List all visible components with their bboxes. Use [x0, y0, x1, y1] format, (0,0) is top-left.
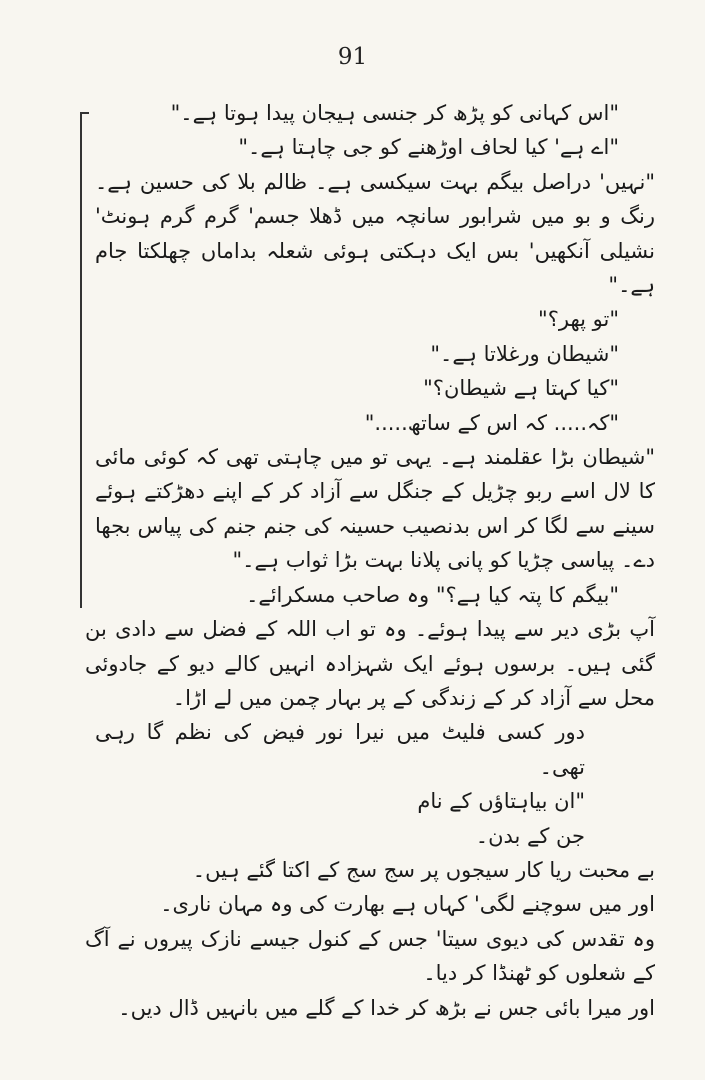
- closing-line: اور میرا بائی جس نے بڑھ کر خدا کے گلے میں بانہیں ڈال دیں۔: [118, 995, 655, 1020]
- dialogue-line: "کہ..... کہ اس کے ساتھ.....": [364, 410, 619, 435]
- narrative-line: دور کسی فلیٹ میں نیرا نور فیض کی نظم گا رہی تھی۔: [95, 720, 585, 779]
- margin-bracket: [80, 112, 92, 608]
- dialogue-line: "بیگم کا پتہ کیا ہے؟" وہ صاحب مسکرائے۔: [246, 582, 619, 607]
- page-number: 91: [337, 44, 368, 70]
- poem-line: "ان بیاہتاؤں کے نام: [417, 789, 585, 814]
- dialogue-paragraph: "شیطان بڑا عقلمند ہے۔ یہی تو میں چاہتی تھی کہ کوئی مائی کا لال اسے ربو چڑیل کے جنگل سے آزاد کر کے اپنے دھڑکتے ہوئے سینے سے لگا کر اس بدنصیب حسینہ کی جنم جنم کی پیاس بجھا دے۔ پیاسی چڑیا کو پانی پلانا بہت بڑا ثواب ہے۔": [95, 445, 655, 573]
- narrative-paragraph: آپ بڑی دیر سے پیدا ہوئے۔ وہ تو اب اللہ کے فضل سے دادی بن گئی ہیں۔ برسوں ہوئے ایک شہزادہ انہیں کالے دیو کے جادوئی محل سے آزاد کر کے زندگی کے پر بہار چمن میں لے اڑا۔: [85, 617, 655, 710]
- dialogue-line: "اس کہانی کو پڑھ کر جنسی ہیجان پیدا ہوتا ہے۔": [170, 101, 619, 125]
- dialogue-line: "کیا کہتا ہے شیطان؟": [423, 376, 619, 401]
- dialogue-line: "تو پھر؟": [538, 307, 619, 332]
- closing-line: اور میں سوچنے لگی' کہاں ہے بھارت کی وہ مہان ناری۔: [160, 892, 655, 917]
- dialogue-paragraph: "نہیں' دراصل بیگم بہت سیکسی ہے۔ ظالم بلا کی حسین ہے۔ رنگ و بو میں شرابور سانچہ میں ڈھلا جسم' گرم گرم ہونٹ' نشیلی آنکھیں' بس ایک دہکتی ہوئی شعلہ بداماں چھلکتا جام ہے۔": [95, 169, 655, 298]
- closing-paragraph: وہ تقدس کی دیوی سیتا' جس کے کنول جیسے نازک پیروں نے آگ کے شعلوں کو ٹھنڈا کر دیا۔: [85, 926, 655, 986]
- body-text: [85, 96, 655, 1025]
- poem-line: جن کے بدن۔: [475, 823, 585, 848]
- dialogue-line: "شیطان ورغلاتا ہے۔": [430, 341, 619, 366]
- poem-line: بے محبت ریا کار سیجوں پر سج سج کے اکتا گئے ہیں۔: [192, 857, 655, 882]
- dialogue-line: "اے ہے' کیا لحاف اوڑھنے کو جی چاہتا ہے۔": [238, 135, 619, 160]
